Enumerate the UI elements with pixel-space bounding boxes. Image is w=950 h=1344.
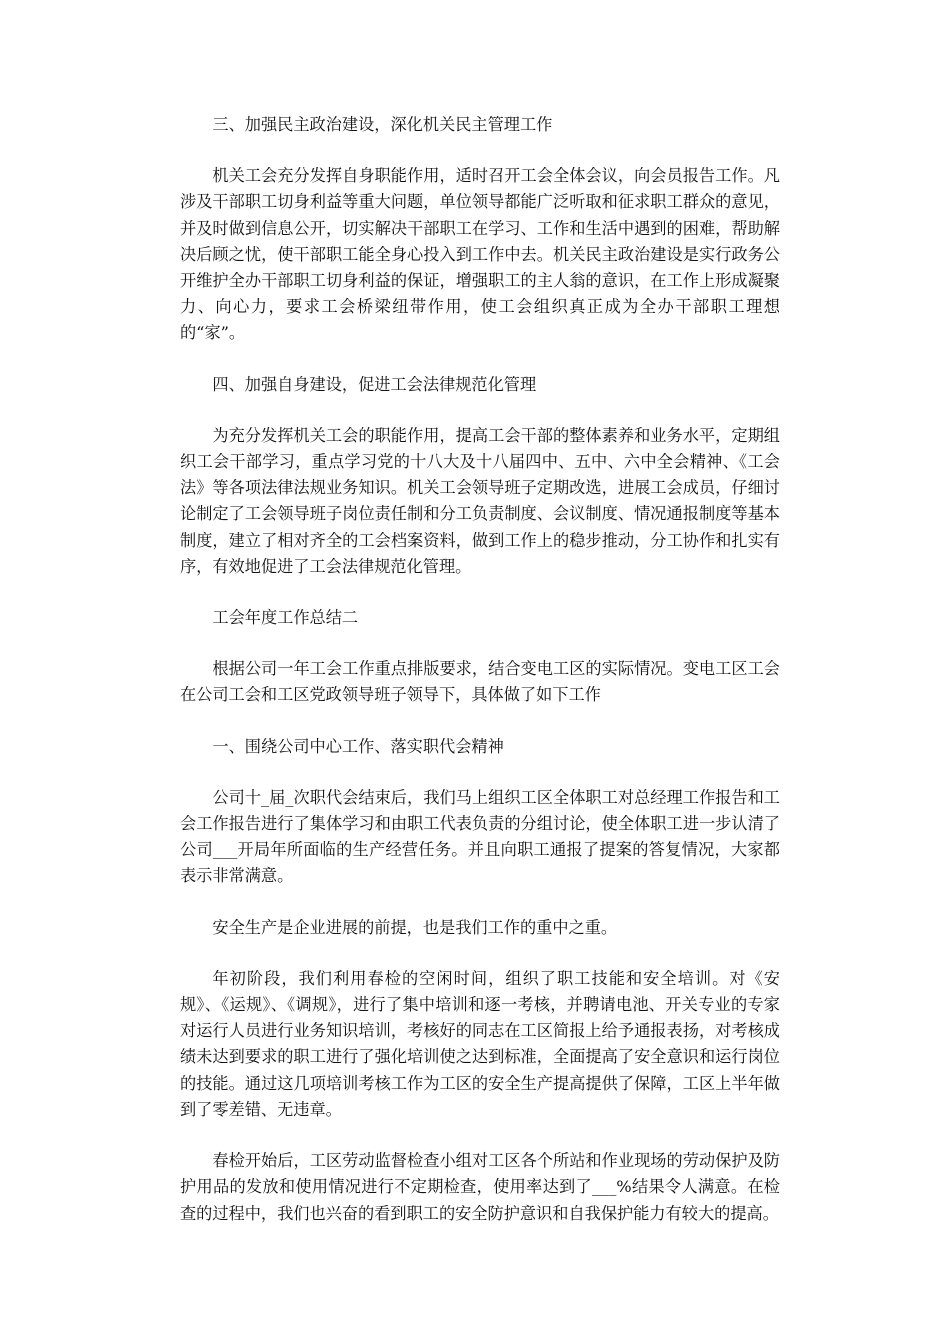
body-paragraph: 为充分发挥机关工会的职能作用，提高工会干部的整体素养和业务水平，定期组织工会干部学习，重点学习党的十八大及十八届四中、五中、六中全会精神、《工会法》等各项法律法规业务知识。机关工会领导班子定期改选，进展工会成员，仔细讨论制定了工会领导班子岗位责任制和分工负责制度、会议制度、情况通报制度等基本制度，建立了相对齐全的工会档案资料，做到工作上的稳步推动，分工协作和扎实有序，有效地促进了工会法律规范化管理。 bbox=[180, 425, 780, 576]
body-paragraph: 安全生产是企业进展的前提，也是我们工作的重中之重。 bbox=[212, 917, 618, 937]
section-heading-4: 四、加强自身建设，促进工会法律规范化管理 bbox=[212, 374, 537, 394]
body-paragraph: 春检开始后，工区劳动监督检查小组对工区各个所站和作业现场的劳动保护及防护用品的发放和使用情况进行不定期检查，使用率达到了___%结果令人满意。在检查的过程中，我们也兴奋的看到职工的安全防护意识和自我保护能力有较大的提高。 bbox=[180, 1151, 780, 1223]
body-paragraph: 公司十_届_次职代会结束后，我们马上组织工区全体职工对总经理工作报告和工会工作报告进行了集体学习和由职工代表负责的分组讨论，使全体职工进一步认清了公司___开局年所面临的生产经营任务。并且向职工通报了提案的答复情况，大家都表示非常满意。 bbox=[180, 787, 780, 886]
body-paragraph: 年初阶段，我们利用春检的空闲时间，组织了职工技能和安全培训。对《安规》、《运规》、《调规》，进行了集中培训和逐一考核，并聘请电池、开关专业的专家对运行人员进行业务知识培训，考核好的同志在工区简报上给予通报表扬，对考核成绩未达到要求的职工进行了强化培训使之达到标准，全面提高了安全意识和运行岗位的技能。通过这几项培训考核工作为工区的安全生产提高提供了保障，工区上半年做到了零差错、无违章。 bbox=[180, 968, 780, 1119]
body-paragraph: 根据公司一年工会工作重点排版要求，结合变电工区的实际情况。变电工区工会在公司工会和工区党政领导班子领导下，具体做了如下工作 bbox=[180, 659, 780, 705]
document-subtitle: 工会年度工作总结二 bbox=[212, 608, 359, 628]
section-heading-3: 三、加强民主政治建设，深化机关民主管理工作 bbox=[212, 115, 553, 134]
body-paragraph: 机关工会充分发挥自身职能作用，适时召开工会全体会议，向会员报告工作。凡涉及干部职工切身利益等重大问题，单位领导都能广泛听取和征求职工群众的意见，并及时做到信息公开，切实解决干部职工在学习、工作和生活中遇到的困难，帮助解决后顾之忧，使干部职工能全身心投入到工作中去。机关民主政治建设是实行政务公开维护全办干部职工切身利益的保证，增强职工的主人翁的意识，在工作上形成凝聚力、向心力，要求工会桥梁纽带作用，使工会组织真正成为全办干部职工理想的“家”。 bbox=[180, 166, 780, 343]
section-heading-1: 一、围绕公司中心工作、落实职代会精神 bbox=[212, 736, 504, 756]
document-page bbox=[180, 112, 780, 1252]
